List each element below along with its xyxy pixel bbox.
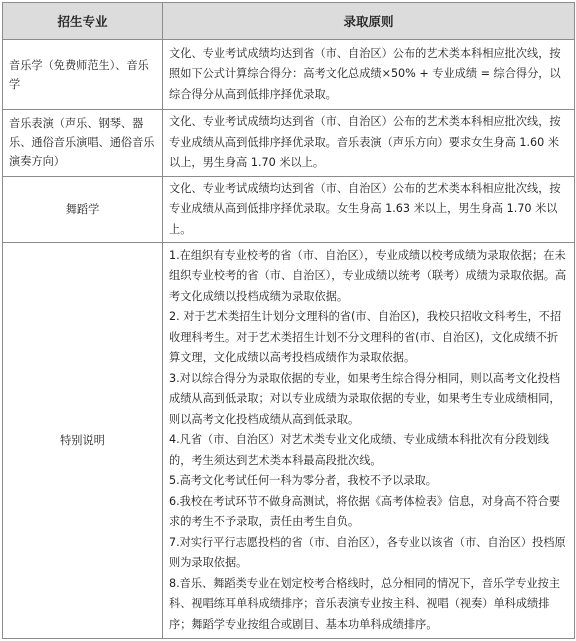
- admission-rules-table: [2, 2, 575, 639]
- major-cell: 舞蹈学: [3, 176, 163, 243]
- header-major: 招生专业: [3, 3, 163, 40]
- note-item: 1.在组织有专业校考的省（市、自治区），专业成绩以校考成绩为录取依据；在未组织专业校考的省（市、自治区），专业成绩以统考（联考）成绩为录取依据。高考文化成绩以投档成绩为录取依据。: [169, 248, 567, 303]
- header-principle: 录取原则: [163, 3, 575, 40]
- note-item: 2. 对于艺术类招生计划分文理科的省(市、自治区)，我校只招收文科考生，不招收理科考生。对于艺术类招生计划不分文理科的省(市、自治区)，文化成绩不折算文理，文化成绩以高考投档成绩作为录取依据。: [169, 310, 562, 365]
- note-item: 6.我校在考试环节不做身高测试，将依据《高考体检表》信息，对身高不符合要求的考生不予录取，责任由考生自负。: [169, 494, 561, 529]
- table-header-row: [3, 3, 575, 40]
- major-cell: 音乐学（免费师范生）、音乐学: [3, 40, 163, 110]
- note-item: 7.对实行平行志愿投档的省（市、自治区），各专业以该省（市、自治区）投档原则为录取依据。: [169, 535, 566, 570]
- table-row: [3, 40, 575, 110]
- table-row: [3, 176, 575, 243]
- note-item: 8.音乐、舞蹈类专业在划定校考合格线时，总分相同的情况下，音乐学专业按主科、视唱练耳单科成绩排序；音乐表演专业按主科、视唱（视奏）单科成绩排序；舞蹈学专业按组合或剧目、基本功单科成绩排序。: [169, 576, 561, 631]
- principle-cell: 文化、专业考试成绩均达到省（市、自治区）公布的艺术类本科相应批次线，按专业成绩从高到低排序择优录取。音乐表演（声乐方向）要求女生身高 1.60 米以上，男生身高 1.70 米以上。: [163, 110, 575, 177]
- special-notes-label: 特别说明: [3, 243, 163, 639]
- principle-cell: 文化、专业考试成绩均达到省（市、自治区）公布的艺术类本科相应批次线，按照如下公式计算综合得分：高考文化总成绩×50% + 专业成绩 = 综合得分，以综合得分从高到低排序择优录取。: [163, 40, 575, 110]
- note-item: 4.凡省（市、自治区）对艺术类专业文化成绩、专业成绩本科批次有分段划线的，考生须达到艺术类本科最高段批次线。: [169, 433, 549, 467]
- note-item: 5.高考文化考试任何一科为零分者，我校不予以录取。: [169, 474, 437, 488]
- principle-cell: 文化、专业考试成绩均达到省（市、自治区）公布的艺术类本科相应批次线，按专业成绩从高到低排序择优录取。女生身高 1.63 米以上，男生身高 1.70 米以上。: [163, 176, 575, 243]
- special-notes-cell: [163, 243, 575, 639]
- note-item: 3.对以综合得分为录取依据的专业，如果考生综合得分相同，则以高考文化投档成绩从高到低录取；对以专业成绩为录取依据的专业，如果考生专业成绩相同，则以高考文化投档成绩从高到低录取。: [169, 371, 561, 426]
- table-row: [3, 110, 575, 177]
- special-notes-row: [3, 243, 575, 639]
- major-cell: 音乐表演（声乐、钢琴、器乐、通俗音乐演唱、通俗音乐演奏方向）: [3, 110, 163, 177]
